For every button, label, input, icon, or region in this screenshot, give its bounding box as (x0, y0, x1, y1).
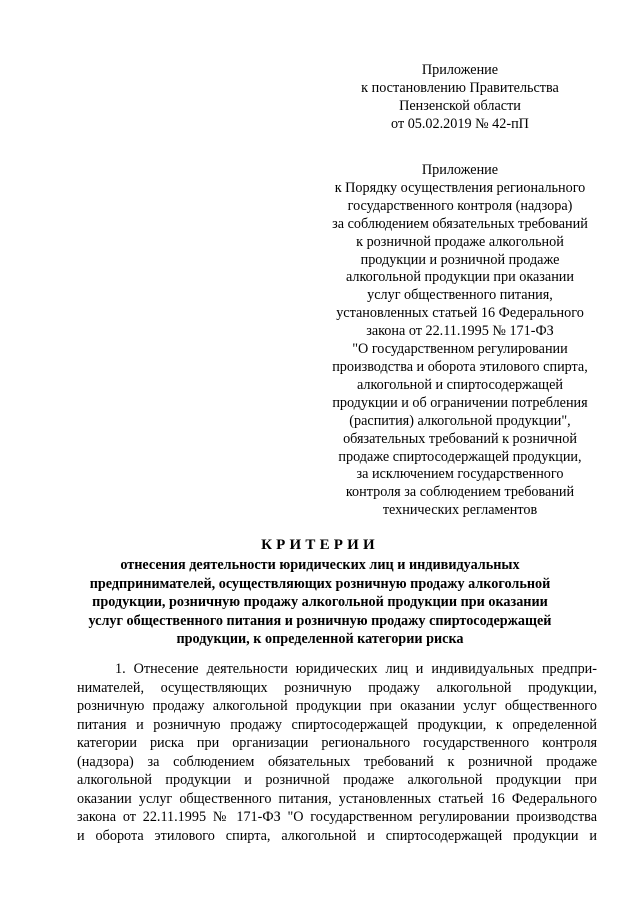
appendix-subheader-line: продукции и об ограничении потребления (332, 394, 588, 411)
appendix-subheader-line: за соблюдением обязательных требований (332, 215, 588, 232)
paragraph-line: (надзора) за соблюдением обязательных требований к розничной продаже (77, 753, 597, 770)
paragraph-line: закона от 22.11.1995 № 171-ФЗ "О государственном регулировании производства (77, 809, 597, 825)
appendix-subheader-line: алкогольной и спиртосодержащей (356, 376, 563, 393)
paragraph-line: 1. Отнесение деятельности юридических лиц и индивидуальных предпри- (115, 661, 597, 677)
appendix-header (295, 62, 625, 134)
subtitle-line: продукции, розничную продажу алкогольной продукции при оказании (92, 594, 548, 611)
appendix-subheader-line: закона от 22.11.1995 № 171-ФЗ (366, 323, 554, 340)
appendix-subheader-line: контроля за соблюдением требований (345, 484, 575, 501)
paragraph-line: и оборота этилового спирта, алкогольной и спиртосодержащей продукции и (77, 827, 597, 844)
appendix-header-line: Пензенской области (399, 97, 521, 114)
subtitle-line: продукции, к определенной категории риска (176, 631, 464, 648)
appendix-subheader-line: установленных статьей 16 Федерального (336, 305, 584, 322)
paragraph-line: категории риска при организации регионального государственного контроля (77, 735, 597, 751)
appendix-subheader-line: обязательных требований к розничной (343, 430, 577, 447)
paragraph-1 (77, 660, 597, 845)
appendix-subheader-line: (распития) алкогольной продукции", (349, 412, 571, 429)
appendix-subheader-line: алкогольной продукции при оказании (346, 269, 574, 286)
paragraph-line: нимателей, осуществляющих розничную продажу алкогольной продукции, (77, 679, 597, 696)
appendix-subheader-line: услуг общественного питания, (367, 287, 553, 304)
appendix-subheader-line: к Порядку осуществления регионального (334, 179, 586, 196)
document-subtitle (60, 556, 580, 649)
appendix-subheader-line: Приложение (421, 162, 499, 178)
appendix-header-line: к постановлению Правительства (361, 79, 559, 96)
appendix-subheader-line: к розничной продаже алкогольной (356, 233, 564, 250)
appendix-subheader-line: государственного контроля (надзора) (347, 197, 573, 214)
appendix-subheader-line: производства и оборота этилового спирта, (332, 358, 588, 375)
document-title: КРИТЕРИИ (261, 537, 379, 553)
subtitle-line: отнесения деятельности юридических лиц и индивидуальных (120, 557, 520, 573)
appendix-subheader (295, 162, 625, 520)
paragraph-line: алкогольной продукции и розничной продаже алкогольной продукции при (77, 772, 597, 788)
appendix-subheader-line: технических регламентов (382, 502, 538, 519)
paragraph-line: оказании услуг общественного питания, установленных статьей 16 Федерального (77, 790, 597, 807)
subtitle-line: предпринимателей, осуществляющих розничную продажу алкогольной (89, 575, 551, 592)
appendix-subheader-line: за исключением государственного (356, 466, 564, 483)
paragraph-line: питания и розничную продажу спиртосодержащей продукции, к определенной (77, 716, 597, 733)
paragraph-line: розничную продажу алкогольной продукции при оказании услуг общественного (77, 698, 597, 714)
appendix-subheader-line: продаже спиртосодержащей продукции, (338, 448, 582, 465)
appendix-subheader-line: продукции и розничной продаже (360, 251, 560, 268)
appendix-header-line: от 05.02.2019 № 42-пП (391, 115, 529, 132)
appendix-subheader-line: "О государственном регулировании (352, 341, 568, 358)
appendix-header-line: Приложение (421, 62, 499, 78)
subtitle-line: услуг общественного питания и розничную продажу спиртосодержащей (88, 612, 552, 629)
